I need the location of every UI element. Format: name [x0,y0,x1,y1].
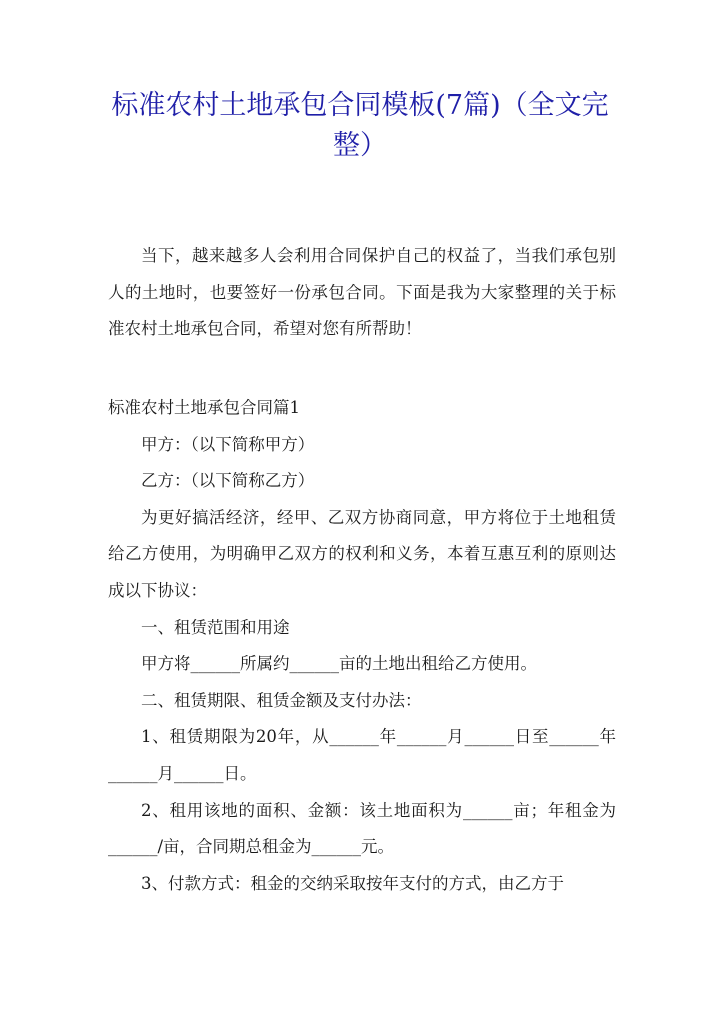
clause-scope-text: 甲方将______所属约______亩的土地出租给乙方使用。 [141,654,537,674]
clause-heading-scope: 一、租赁范围和用途 [141,617,290,637]
clause-heading-term: 二、租赁期限、租赁金额及支付办法： [141,690,422,710]
clause-term-payment: 3、付款方式：租金的交纳采取按年支付的方式，由乙方于 [141,873,564,893]
section-heading: 标准农村土地承包合同篇1 [108,398,300,417]
clause-term-area-rent: 2、租用该地的面积、金额：该土地面积为______亩；年租金为______/亩，合同期总租金为______元。 [108,800,616,857]
agreement-preamble: 为更好搞活经济，经甲、乙双方协商同意，甲方将位于土地租赁给乙方使用，为明确甲乙双方的权利和义务，本着互惠互利的原则达成以下协议： [108,507,616,600]
intro-block [108,238,616,348]
party-a-line: 甲方：（以下简称甲方） [141,434,315,454]
contract-section [108,390,616,902]
party-b-line: 乙方：（以下简称乙方） [141,471,315,491]
clause-term-period: 1、租赁期限为20年，从______年______月______日至______年______月______日。 [108,727,616,783]
document-title: 标准农村土地承包合同模板(7篇)（全文完整） [111,90,609,161]
intro-paragraph: 当下，越来越多人会利用合同保护自己的权益了，当我们承包别人的土地时，也要签好一份承包合同。下面是我为大家整理的关于标准农村土地承包合同，希望对您有所帮助！ [108,246,616,339]
